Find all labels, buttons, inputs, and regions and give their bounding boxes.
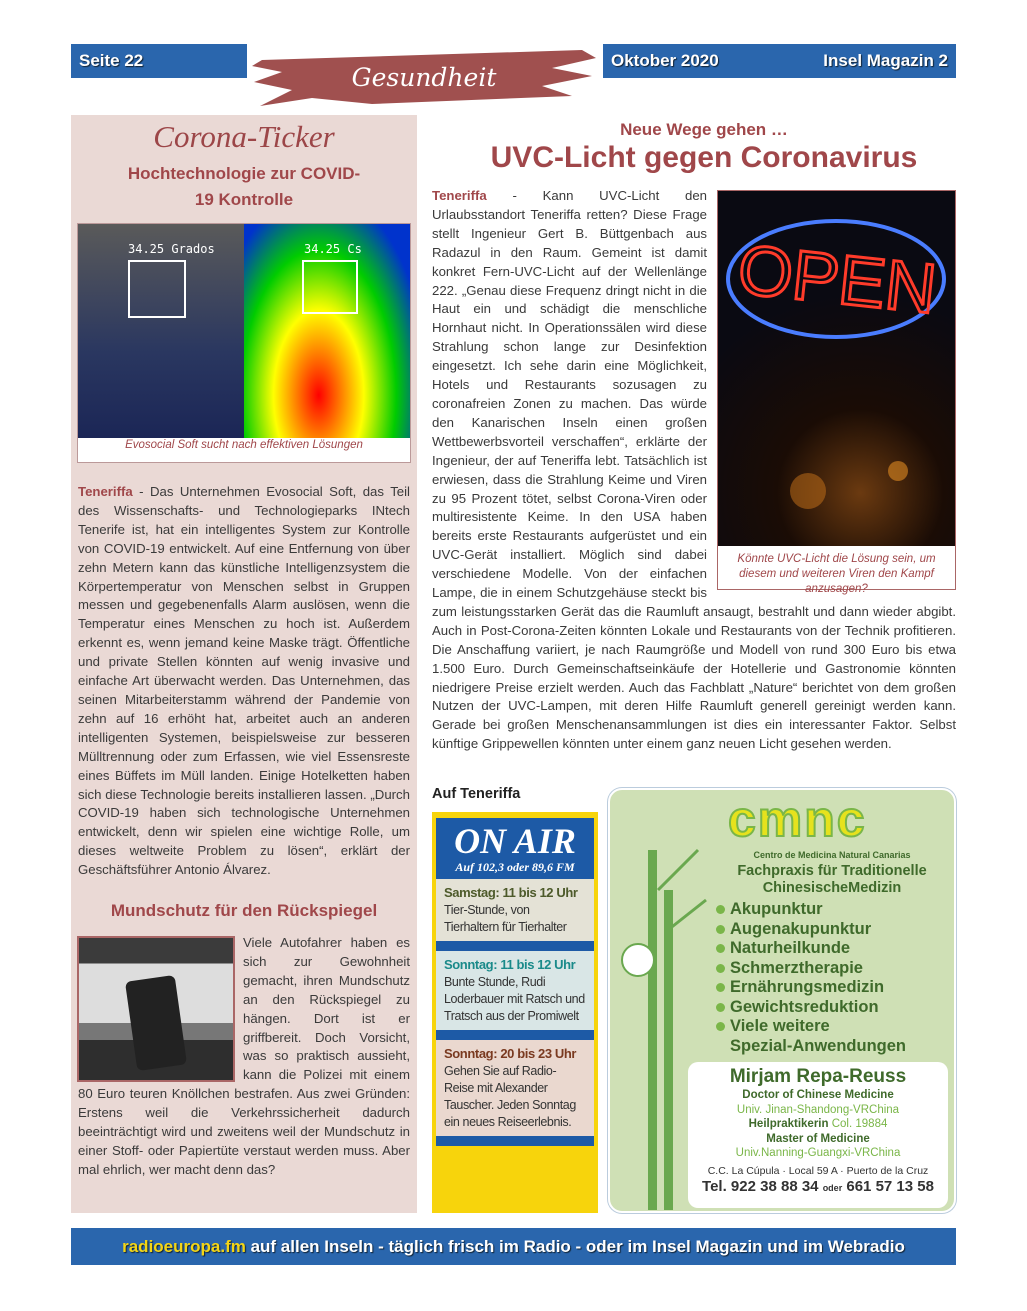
address: C.C. La Cúpula · Local 59 A · Puerto de la Cruz (707, 1164, 929, 1177)
cmnc-org: Centro de Medicina Natural Canarias (753, 850, 911, 860)
cmnc-ad (608, 788, 956, 1213)
bullet-icon (716, 1022, 725, 1031)
onair-radio-ad (432, 812, 598, 1213)
slot-time: Sonntag: 20 bis 23 Uhr (444, 1046, 577, 1061)
footer-bar (71, 1228, 956, 1265)
slot-description: Gehen Sie auf Radio-Reise mit Alexander Tauscher. Jeden Sonntag ein neues Reiseerlebnis. (444, 1064, 576, 1129)
doctor-name: Mirjam Repa-Reuss (729, 1066, 907, 1087)
credential: Heilpraktikerin (748, 1118, 829, 1130)
issue-date: Oktober 2020 (611, 51, 719, 70)
service-item (716, 920, 906, 940)
onair-slot (436, 879, 594, 951)
bullet-icon (716, 925, 725, 934)
or-label: oder (822, 1183, 843, 1193)
ticker-subtitle: Hochtechnologie zur COVID-19 Kontrolle (127, 164, 361, 209)
dateline: Teneriffa (78, 484, 133, 499)
service-item (716, 939, 906, 959)
article-headline: UVC-Licht gegen Coronavirus (490, 141, 918, 174)
ticker-title: Corona-Ticker (153, 119, 335, 154)
service-label: Augenakupunktur (730, 919, 872, 938)
article-kicker: Neue Wege gehen … (620, 120, 788, 139)
slot-description: Bunte Stunde, Rudi Loderbauer mit Ratsch und Tratsch aus der Promiwelt (444, 975, 585, 1023)
thermal-camera-photo (77, 223, 411, 463)
service-label: Ernährungsmedizin (730, 978, 885, 996)
radio-link[interactable]: radioeuropa.fm (122, 1236, 246, 1256)
page-number-bar (71, 44, 247, 78)
credential: Doctor of Chinese Medicine (742, 1089, 894, 1101)
magazine-name: Insel Magazin 2 (823, 51, 948, 70)
slot-description: Tier-Stunde, von Tierhaltern für Tierhalter (444, 903, 567, 934)
corona-ticker-panel (71, 115, 417, 1213)
ticker-article (71, 463, 417, 880)
mask-title: Mundschutz für den Rückspiegel (110, 901, 378, 921)
cmnc-tagline-2: ChinesischeMedizin (762, 880, 902, 896)
service-item (716, 1037, 906, 1057)
credential: Master of Medicine (766, 1132, 870, 1145)
service-label: Akupunktur (730, 900, 823, 918)
neon-sign-text: OPEN (734, 229, 940, 329)
mask-article: Viele Autofahrer haben es sich zur Gewohnheit gemacht, ihren Mundschutz an den Rückspiegel zu hängen. Dort ist er griffbereit. Doch Vorsicht, was so praktisch aussieht, kann die Polizei mit einem 80 Euro teuren Knöllchen bestrafen. Aus zwei Gründen: Erstens weil die Verkehrssicherheit dadurch beeinträchtigt wird und zweitens weil der Mundschutz in einer Stoff- oder Papiertüte verstaut werden muss. Aber mal ehrlich, wer macht denn das? (78, 935, 410, 1177)
uvc-article (432, 120, 956, 754)
open-sign-photo (717, 190, 956, 595)
contact-card (688, 1062, 948, 1208)
issue-bar (603, 44, 956, 78)
cmnc-tagline-1: Fachpraxis für Traditionelle (737, 863, 927, 879)
page-number: Seite 22 (79, 51, 144, 70)
bullet-icon (716, 964, 725, 973)
mask-rearview-photo (77, 936, 235, 1082)
dateline: Teneriffa (432, 188, 487, 203)
bullet-icon (716, 905, 725, 914)
yin-yang-icon (622, 944, 654, 976)
service-label: Gewichtsreduktion (730, 997, 879, 1016)
university: Univ.Nanning-Guangxi-VRChina (735, 1147, 901, 1159)
slot-time: Sonntag: 11 bis 12 Uhr (444, 957, 576, 972)
uvc-article-body (432, 187, 956, 754)
thermal-readout-left: 34.25 Grados (128, 242, 215, 256)
onair-frequency: Auf 102,3 oder 89,6 FM (455, 860, 575, 874)
thermal-readout-right: 34.25 Cs (304, 242, 362, 256)
university: Univ. Jinan-Shandong-VRChina (736, 1103, 900, 1116)
service-label: Naturheilkunde (730, 939, 851, 957)
service-item (716, 998, 906, 1018)
slot-time: Samstag: 11 bis 12 Uhr (444, 885, 578, 900)
cmnc-logo: cmnc (728, 791, 867, 847)
section-title: Gesundheit (351, 63, 497, 92)
bullet-icon (716, 944, 725, 953)
onair-title: ON AIR (454, 821, 576, 861)
footer-text: auf allen Inseln - täglich frisch im Radio - oder im Insel Magazin und im Webradio (245, 1236, 905, 1256)
bullet-icon (716, 983, 725, 992)
service-item (716, 978, 906, 998)
service-item (716, 900, 906, 920)
onair-label: Auf Teneriffa (432, 786, 521, 802)
uvc-article-text: - Kann UVC-Licht den Urlaubsstandort Teneriffa retten? Diese Frage stellt Ingenieur Gert B. Büttgenbach aus Radazul in den Raum. Gemeint ist damit konkret Fern-UVC-Licht auf der Wellenlänge 222. „Genau diese Frequenz dringt nicht in die Haut ein und schädigt die menschliche Hornhaut nicht. In Operationssälen wird diese Strahlung schon lange zur Desinfektion eingesetzt. Ich sehe darin eine Möglichkeit, Hotels und Restaurants sozusagen zu coronafreien Zonen zu machen. Das würde den Kanarischen Inseln einen großen Wettbewerbsvorteil verschaffen“, erklärte der Ingenieur, der auf Teneriffa lebt. Tatsächlich ist erwiesen, dass die Strahlung Keime und Viren zu 95 Prozent tötet, selbst Corona-Viren oder multiresistente Keime. In den USA haben bereits erste Restaurants aufgerüstet und ein UVC-Gerät installiert. Möglich sind dabei verschiedene Modelle. Von der einfachen Lampe, die in einem Schutzgehäuse steckt bis zum leistungsstarken Gerät das die Raumluft ansaugt, bestrahlt und dann wieder abgibt. Auch in Post-Corona-Zeiten könnten Lokale und Restaurants von der Technik profitieren. Die Anschaffung variiert, je nach Raumgröße und Modell von rund 300 Euro bis etwa 1.500 Euro. Durch Gemeinschaftseinkäufe der Hotellerie und Gastronomie könnten niedrigere Preise erzielt werden. Auch das Fachblatt „Nature“ berichtet von dem großen Nutzen der UVC-Lampen, mit deren Hilfe Raumluft generell gereinigt werden kann. Gerade bei großen Menschenansammlungen ist dies ein interessanter Faktor. Selbst künftige Grippewellen könnten unter einem ganz neuen Licht gesehen werden. (432, 188, 956, 752)
service-label: Schmerztherapie (730, 958, 863, 977)
onair-slot (436, 1040, 594, 1146)
onair-slot (436, 951, 594, 1040)
thermal-photo-caption: Evosocial Soft sucht nach effektiven Lösungen (125, 439, 363, 451)
section-brush-banner (252, 46, 598, 108)
service-item (716, 959, 906, 979)
open-photo-caption: Könnte UVC-Licht die Lösung sein, um diesem und weiteren Viren den Kampf anzusagen? (737, 553, 936, 595)
ads-section (432, 780, 956, 1213)
service-label: Viele weitere (730, 1017, 830, 1035)
phone: 661 57 13 58 (846, 1178, 934, 1195)
phone: Tel. 922 38 88 34 (702, 1178, 819, 1195)
cmnc-services (716, 900, 906, 1056)
bullet-icon (716, 1003, 725, 1012)
college-number: Col. 19884 (831, 1118, 888, 1130)
service-label: Spezial-Anwendungen (730, 1036, 907, 1055)
ticker-article-text: - Das Unternehmen Evosocial Soft, das Teil des Wissenschafts- und Technologieparks INtech Tenerife ist, hat ein intelligentes System zur Kontrolle von COVID-19 entwickelt. Auf eine Entfernung von über zehn Metern kann das künstliche Intelligenzsystem die Körpertemperatur von Menschen selbst in Gruppen messen und gegebenenfalls Alarm auslösen, wenn die Temperatur eines Menschen zu hoch ist. Außerdem erkennt es, wenn jemand keine Maske trägt. Öffentliche und private Stellen könnten auf wenig invasive und einfache Art überwacht werden. Das Unternehmen, das seinen Mitarbeiterstamm während der Pandemie von zehn auf 16 erhöht hat, arbeitet auch an anderen intelligenten Systemen, beispielsweise zur besseren Mülltrennung oder zum Erfassen, wie viel Essensreste eines Büffets im Müll landen. Einige Hotelketten haben sich diese Technologie bereits installieren lassen. „Durch COVID-19 haben sich technologische Unternehmen entwickelt, denn wir spielen eine wichtige Rolle, um dieses weltweite Problem zu lösen“, erklärt der Geschäftsführer Antonio Álvarez. (78, 484, 410, 878)
service-item (716, 1017, 906, 1037)
